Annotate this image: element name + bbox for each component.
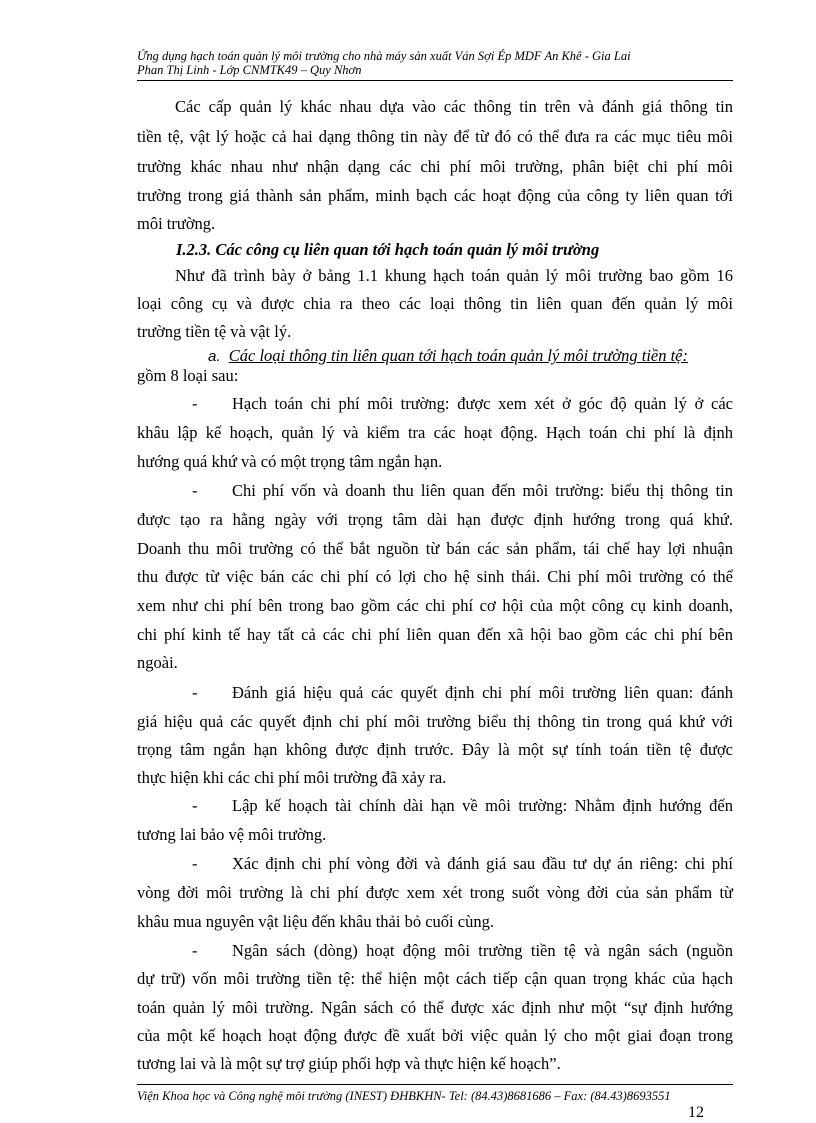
paragraph-line: xem như chi phí bên trong bao gồm các chi phí cơ hội của một công cụ kinh doanh, bbox=[137, 596, 733, 615]
paragraph-line: tương lai và là một sự trợ giúp phối hợp và thực hiện kế hoạch”. bbox=[137, 1054, 561, 1073]
paragraph-line: trường trong giá thành sản phẩm, minh bạch các hoạt động của công ty liên quan tới bbox=[137, 186, 733, 205]
bullet-line: - Hạch toán chi phí môi trường: được xem xét ở góc độ quản lý ở các bbox=[192, 394, 733, 413]
footer-divider bbox=[137, 1084, 733, 1085]
bullet-dash: - bbox=[192, 796, 198, 815]
bullet-line: - Đánh giá hiệu quả các quyết định chi phí môi trường liên quan: đánh bbox=[192, 683, 733, 702]
paragraph-line: môi trường. bbox=[137, 214, 216, 233]
paragraph-line: khâu lập kế hoạch, quản lý và kiểm tra các hoạt động. Hạch toán chi phí là định bbox=[137, 423, 733, 442]
bullet-dash: - bbox=[192, 854, 198, 873]
bullet-dash: - bbox=[192, 481, 198, 500]
paragraph-line: trường tiền tệ và vật lý. bbox=[137, 322, 292, 341]
paragraph-line: trường khác nhau như nhận dạng các chi phí môi trường, phân biệt chi phí môi bbox=[137, 157, 733, 176]
header-author: Phan Thị Linh - Lớp CNMTK49 – Quy Nhơn bbox=[137, 63, 362, 77]
bullet-dash: - bbox=[192, 683, 198, 702]
paragraph-line: dự trữ) vốn môi trường tiền tệ: thể hiện một cách tiếp cận quan trọng khác của hạch bbox=[137, 969, 733, 988]
paragraph-line: Như đã trình bày ở bảng 1.1 khung hạch toán quản lý môi trường bao gồm 16 bbox=[175, 266, 733, 285]
subsection-title: Các loại thông tin liên quan tới hạch toán quản lý môi trường tiền tệ: bbox=[228, 346, 689, 365]
subsection-heading bbox=[208, 346, 733, 367]
page-number: 12 bbox=[688, 1104, 704, 1121]
paragraph-line: ngoài. bbox=[137, 653, 178, 672]
paragraph-line: thực hiện khi các chi phí môi trường đã xảy ra. bbox=[137, 768, 447, 787]
bullet-dash: - bbox=[192, 941, 198, 960]
bullet-line: - Lập kế hoạch tài chính dài hạn về môi trường: Nhằm định hướng đến bbox=[192, 796, 733, 815]
paragraph-line: thu được từ việc bán các chi phí có lợi cho hệ sinh thái. Chi phí môi trường có thể bbox=[137, 567, 733, 586]
paragraph-line: toán quản lý môi trường. Ngân sách có thể được xác định như một “sự định hướng bbox=[137, 998, 733, 1017]
paragraph-line: tiền tệ, vật lý hoặc cả hai dạng thông tin này để từ đó có thể đưa ra các mục tiêu môi bbox=[137, 127, 733, 146]
paragraph-line: chi phí kinh tế hay tất cả các chi phí liên quan đến xã hội bao gồm các chi phí bên bbox=[137, 625, 733, 644]
paragraph-line: trọng tâm ngắn hạn không được định trước. Đây là một sự tính toán tiền tệ được bbox=[137, 740, 733, 759]
subsection-marker: a. bbox=[208, 348, 221, 365]
paragraph-line: vòng đời môi trường là chi phí được xem xét trong suốt vòng đời của sản phẩm từ bbox=[137, 883, 733, 902]
paragraph-line: khâu mua nguyên vật liệu đến khâu thải bỏ cuối cùng. bbox=[137, 912, 494, 931]
section-heading: I.2.3. Các công cụ liên quan tới hạch toán quản lý môi trường bbox=[176, 240, 600, 259]
bullet-line: - Chi phí vốn và doanh thu liên quan đến môi trường: biểu thị thông tin bbox=[192, 481, 733, 500]
paragraph-line: được tạo ra hằng ngày với trọng tâm dài hạn được định hướng trong quá khứ. bbox=[137, 510, 733, 529]
bullet-line: - Xác định chi phí vòng đời và đánh giá sau đầu tư dự án riêng: chi phí bbox=[192, 854, 733, 873]
bullet-dash: - bbox=[192, 394, 198, 413]
paragraph-line: Các cấp quản lý khác nhau dựa vào các thông tin trên và đánh giá thông tin bbox=[175, 97, 733, 116]
paragraph-line: loại công cụ và được chia ra theo các loại thông tin liên quan đến quản lý môi bbox=[137, 294, 733, 313]
paragraph-line: gồm 8 loại sau: bbox=[137, 366, 239, 385]
paragraph-line: của một kế hoạch hoạt động được đề xuất bởi việc quản lý cho một giai đoạn trong bbox=[137, 1026, 733, 1045]
paragraph-line: Doanh thu môi trường có thể bắt nguồn từ bán các sản phẩm, tái chế hay lợi nhuận bbox=[137, 539, 733, 558]
header-divider bbox=[137, 80, 733, 81]
paragraph-line: hướng quá khứ và có một trọng tâm ngắn hạn. bbox=[137, 452, 443, 471]
paragraph-line: giá hiệu quả các quyết định chi phí môi trường biểu thị thông tin trong quá khứ với bbox=[137, 712, 733, 731]
paragraph-line: tương lai bảo vệ môi trường. bbox=[137, 825, 327, 844]
bullet-line: - Ngân sách (dòng) hoạt động môi trường tiền tệ và ngân sách (nguồn bbox=[192, 941, 733, 960]
footer-text: Viện Khoa học và Công nghệ môi trường (INEST) ĐHBKHN- Tel: (84.43)8681686 – Fax: (84.43)8693551 bbox=[137, 1089, 671, 1103]
header-title: Ứng dụng hạch toán quản lý môi trường cho nhà máy sản xuất Ván Sợi Ép MDF An Khê - Gia Lai bbox=[137, 49, 631, 63]
